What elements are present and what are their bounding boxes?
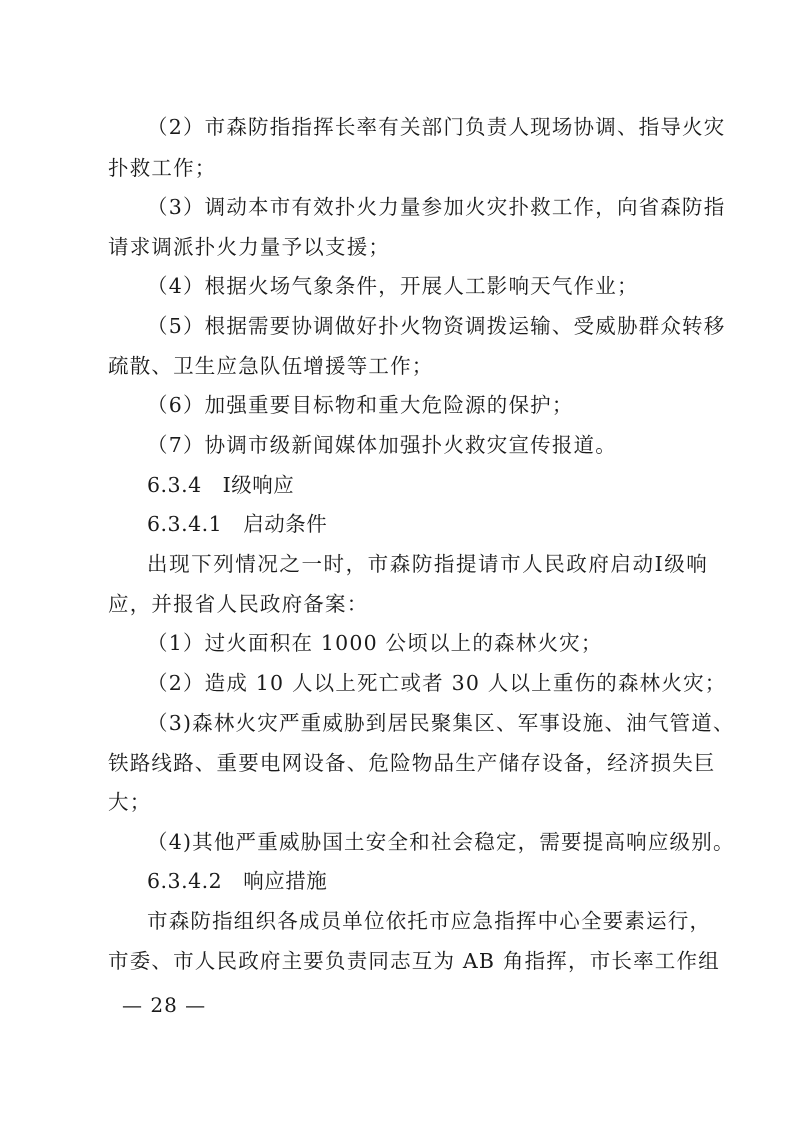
text-line: 请求调派扑火力量予以支援； [108,235,391,259]
text-line: （2）造成 10 人以上死亡或者 30 人以上重伤的森林火灾； [147,671,727,695]
text-line: 大； [108,790,152,814]
text-line: 疏散、卫生应急队伍增援等工作； [108,354,434,378]
text-line: （4）根据火场气象条件，开展人工影响天气作业； [147,274,639,298]
text-line: （4)其他严重威胁国土安全和社会稳定，需要提高响应级别。 [147,830,735,854]
text-line: （3)森林火灾严重威胁到居民聚集区、军事设施、油气管道、 [147,711,735,735]
text-line: 市森防指组织各成员单位依托市应急指挥中心全要素运行， [147,909,712,933]
text-line: 应，并报省人民政府备案： [108,592,369,616]
page-number: — 28 — [122,993,207,1017]
text-line: 市委、市人民政府主要负责同志互为 AB 角指挥，市长率工作组 [108,949,720,973]
text-line: （2）市森防指指挥长率有关部门负责人现场协调、指导火灾 [147,115,726,139]
text-line: （1）过火面积在 1000 公顷以上的森林火灾； [147,631,603,655]
text-line: （3）调动本市有效扑火力量参加火灾扑救工作，向省森防指 [147,195,726,219]
text-line: 出现下列情况之一时，市森防指提请市人民政府启动Ⅰ级响 [147,552,708,576]
subsection-heading: 6.3.4.1 启动条件 [147,512,328,536]
section-heading: 6.3.4 Ⅰ级响应 [147,473,295,497]
text-line: 铁路线路、重要电网设备、危险物品生产储存设备，经济损失巨 [108,751,716,775]
text-line: （6）加强重要目标物和重大危险源的保护； [147,393,574,417]
subsection-heading: 6.3.4.2 响应措施 [147,869,328,893]
text-line: 扑救工作； [108,156,217,180]
text-line: （7）协调市级新闻媒体加强扑火救灾宣传报道。 [147,433,617,457]
text-line: （5）根据需要协调做好扑火物资调拨运输、受威胁群众转移 [147,314,726,338]
